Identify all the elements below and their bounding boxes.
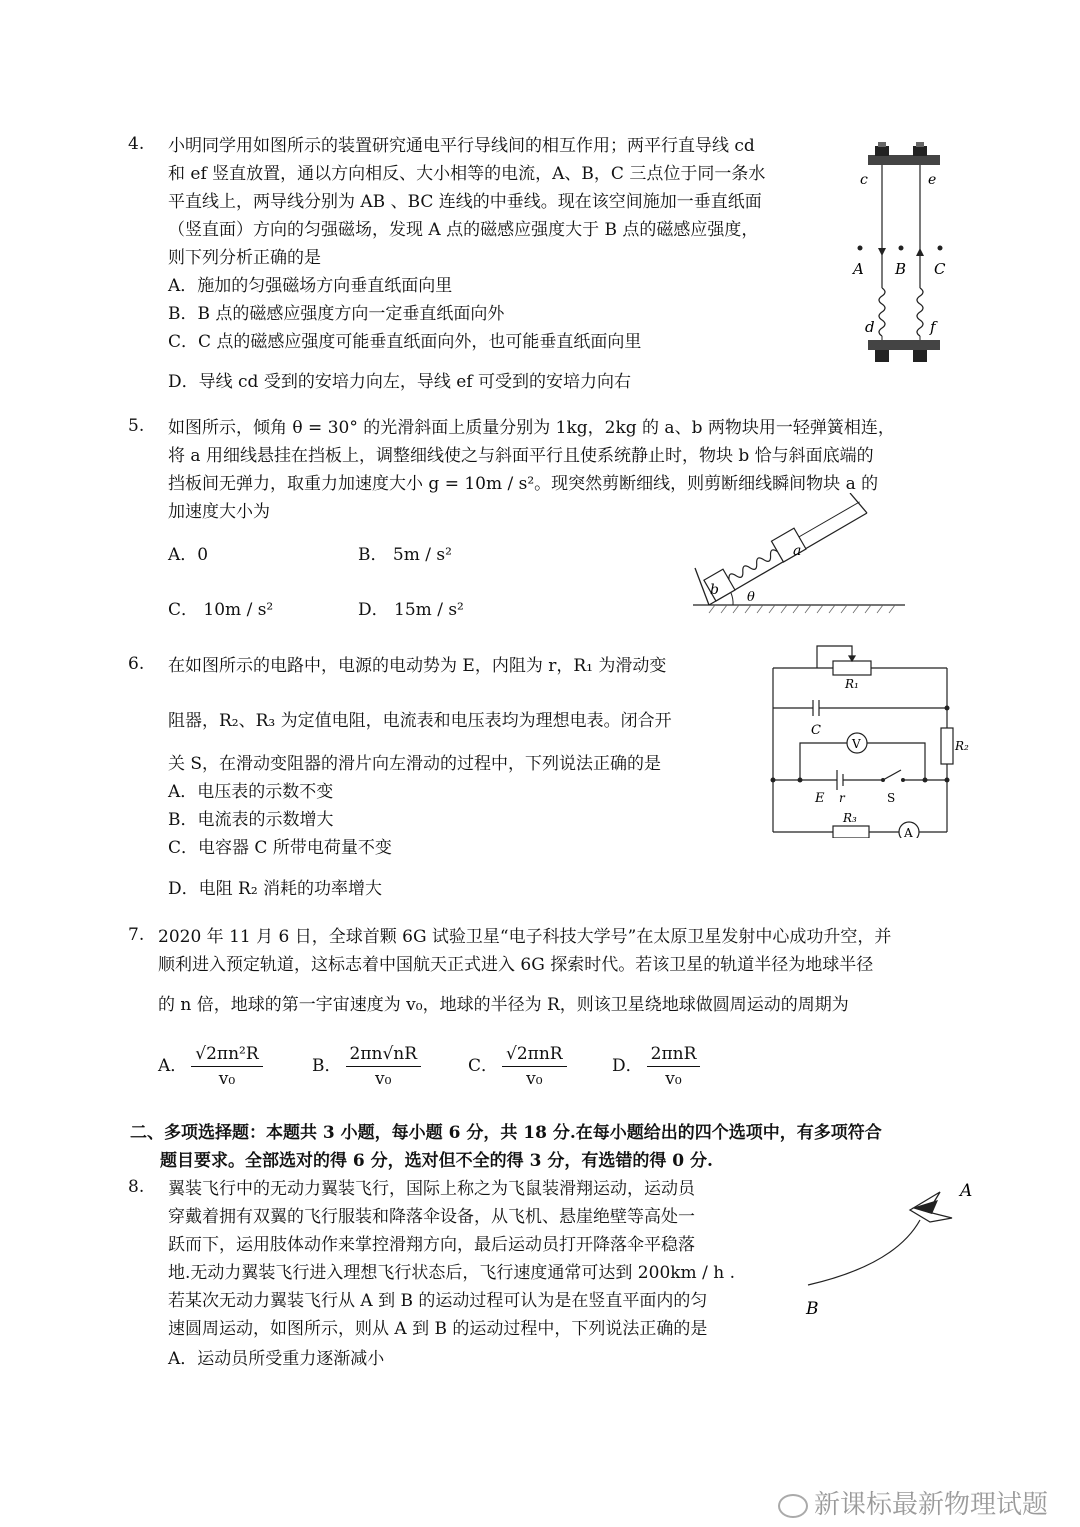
label-d: d — [865, 318, 875, 336]
option-letter: C． — [468, 1056, 499, 1076]
option-b[interactable]: B．电流表的示数增大 — [168, 810, 334, 830]
fraction-numerator: √2πn²R — [191, 1044, 262, 1067]
label-f: f — [930, 318, 936, 336]
label-r: r — [839, 791, 845, 805]
option-d[interactable] — [612, 1044, 704, 1089]
question-text-line: 地.无动力翼装飞行进入理想飞行状态后，飞行速度通常可达到 200km / h . — [168, 1263, 735, 1283]
question-text-line: （竖直面）方向的匀强磁场，发现 A 点的磁感应强度大于 B 点的磁感应强度， — [168, 220, 759, 240]
option-a[interactable]: A．0 — [168, 545, 209, 565]
option-b[interactable]: B．B 点的磁感应强度方向一定垂直纸面向外 — [168, 304, 505, 324]
question-text-line: 挡板间无弹力，取重力加速度大小 g = 10m / s²。现突然剪断细线，则剪断细线瞬间物块 a 的 — [168, 474, 879, 494]
fraction-numerator: 2πnR — [647, 1044, 701, 1067]
label-theta: θ — [747, 590, 755, 605]
question-text-line: 将 a 用细线悬挂在挡板上，调整细线使之与斜面平行且使系统静止时，物块 b 恰与斜面底端的 — [168, 446, 874, 466]
question-text-line: 速圆周运动，如图所示，则从 A 到 B 的运动过程中，下列说法正确的是 — [168, 1319, 708, 1339]
fraction-numerator: 2πn√nR — [346, 1044, 422, 1067]
question-number: 5. — [128, 416, 145, 436]
question-text-line: 加速度大小为 — [168, 502, 270, 522]
label-b: b — [710, 582, 719, 598]
label-r3: R₃ — [843, 811, 857, 825]
option-a[interactable] — [158, 1044, 267, 1089]
label-s: S — [887, 791, 896, 805]
question-text-line: 平直线上，两导线分别为 AB 、BC 连线的中垂线。现在该空间施加一垂直纸面 — [168, 192, 762, 212]
watermark — [778, 1484, 1048, 1521]
label-a: A — [904, 826, 913, 838]
question-text-line: 跃而下，运用肢体动作来掌控滑翔方向，最后运动员打开降落伞平稳落 — [168, 1235, 695, 1255]
option-d[interactable]: D． 15m / s² — [358, 600, 464, 620]
question-text-line: 则下列分析正确的是 — [168, 248, 321, 268]
option-letter: A． — [158, 1056, 188, 1076]
option-c[interactable] — [468, 1044, 571, 1089]
option-letter: B． — [312, 1056, 342, 1076]
option-d[interactable]: D．导线 cd 受到的安培力向左，导线 ef 可受到的安培力向右 — [168, 372, 631, 392]
option-letter: D． — [612, 1056, 643, 1076]
question-text-line: 穿戴着拥有双翼的飞行服装和降落伞设备，从飞机、悬崖绝壁等高处一 — [168, 1207, 695, 1227]
option-c[interactable]: C．电容器 C 所带电荷量不变 — [168, 838, 392, 858]
option-c[interactable]: C．C 点的磁感应强度可能垂直纸面向外，也可能垂直纸面向里 — [168, 332, 642, 352]
label-r2: R₂ — [955, 739, 969, 753]
chat-bubble-icon — [778, 1494, 808, 1518]
option-c[interactable]: C． 10m / s² — [168, 600, 274, 620]
option-a[interactable]: A．电压表的示数不变 — [168, 782, 334, 802]
section-heading-line: 题目要求。全部选对的得 6 分，选对但不全的得 3 分，有选错的得 0 分. — [160, 1151, 713, 1171]
parallel-wires-figure — [845, 138, 960, 373]
question-number: 8. — [128, 1177, 145, 1197]
watermark-text: 新课标最新物理试题 — [813, 1490, 1048, 1520]
question-text-line: 2020 年 11 月 6 日，全球首颗 6G 试验卫星“电子科技大学号”在太原卫星发射中心成功升空，并 — [158, 927, 892, 947]
label-B: B — [806, 1299, 819, 1319]
question-number: 6. — [128, 654, 145, 674]
option-b[interactable]: B． 5m / s² — [358, 545, 452, 565]
label-e: E — [815, 791, 825, 806]
label-A: A — [853, 260, 864, 278]
label-C: C — [934, 260, 946, 278]
fraction-denominator: v₀ — [218, 1069, 236, 1089]
label-a: a — [793, 543, 802, 559]
question-text-line: 若某次无动力翼装飞行从 A 到 B 的运动过程可认为是在竖直平面内的匀 — [168, 1291, 708, 1311]
fraction-denominator: v₀ — [526, 1069, 543, 1089]
wingsuit-figure — [800, 1170, 990, 1320]
question-text-line: 如图所示，倾角 θ = 30° 的光滑斜面上质量分别为 1kg，2kg 的 a、b 两物块用一轻弹簧相连， — [168, 418, 895, 438]
question-text-line: 的 n 倍，地球的第一宇宙速度为 v₀，地球的半径为 R，则该卫星绕地球做圆周运动的周期为 — [158, 995, 849, 1015]
option-a[interactable]: A．施加的匀强磁场方向垂直纸面向里 — [168, 276, 453, 296]
fraction-denominator: v₀ — [375, 1069, 392, 1089]
question-text-line: 关 S，在滑动变阻器的滑片向左滑动的过程中，下列说法正确的是 — [168, 754, 662, 774]
question-text-line: 阻器，R₂、R₃ 为定值电阻，电流表和电压表均为理想电表。闭合开 — [168, 711, 672, 731]
question-number: 7. — [128, 925, 145, 945]
label-e: e — [928, 172, 937, 188]
option-d[interactable]: D．电阻 R₂ 消耗的功率增大 — [168, 879, 383, 899]
label-B: B — [895, 260, 907, 278]
circuit-figure — [765, 638, 975, 838]
label-c: c — [860, 172, 868, 188]
fraction-numerator: √2πnR — [502, 1044, 567, 1067]
question-text-line: 翼装飞行中的无动力翼装飞行，国际上称之为飞鼠装滑翔运动，运动员 — [168, 1179, 695, 1199]
question-text-line: 小明同学用如图所示的装置研究通电平行导线间的相互作用；两平行直导线 cd — [168, 136, 755, 156]
question-text-line: 和 ef 竖直放置，通以方向相反、大小相等的电流，A、B，C 三点位于同一条水 — [168, 164, 766, 184]
section-heading-line: 二、多项选择题：本题共 3 小题，每小题 6 分，共 18 分.在每小题给出的四个选项中，有多项符合 — [130, 1123, 882, 1143]
question-text-line: 顺利进入预定轨道，这标志着中国航天正式进入 6G 探索时代。若该卫星的轨道半径为地球半径 — [158, 955, 874, 975]
fraction-denominator: v₀ — [665, 1069, 682, 1089]
label-c: C — [811, 723, 821, 738]
label-v: V — [852, 737, 861, 751]
label-A: A — [960, 1181, 973, 1201]
option-b[interactable] — [312, 1044, 425, 1089]
option-a[interactable]: A．运动员所受重力逐渐减小 — [168, 1349, 385, 1369]
label-r1: R₁ — [845, 677, 859, 691]
question-number: 4. — [128, 134, 145, 154]
incline-figure — [685, 493, 910, 618]
question-text-line: 在如图所示的电路中，电源的电动势为 E，内阻为 r，R₁ 为滑动变 — [168, 656, 667, 676]
